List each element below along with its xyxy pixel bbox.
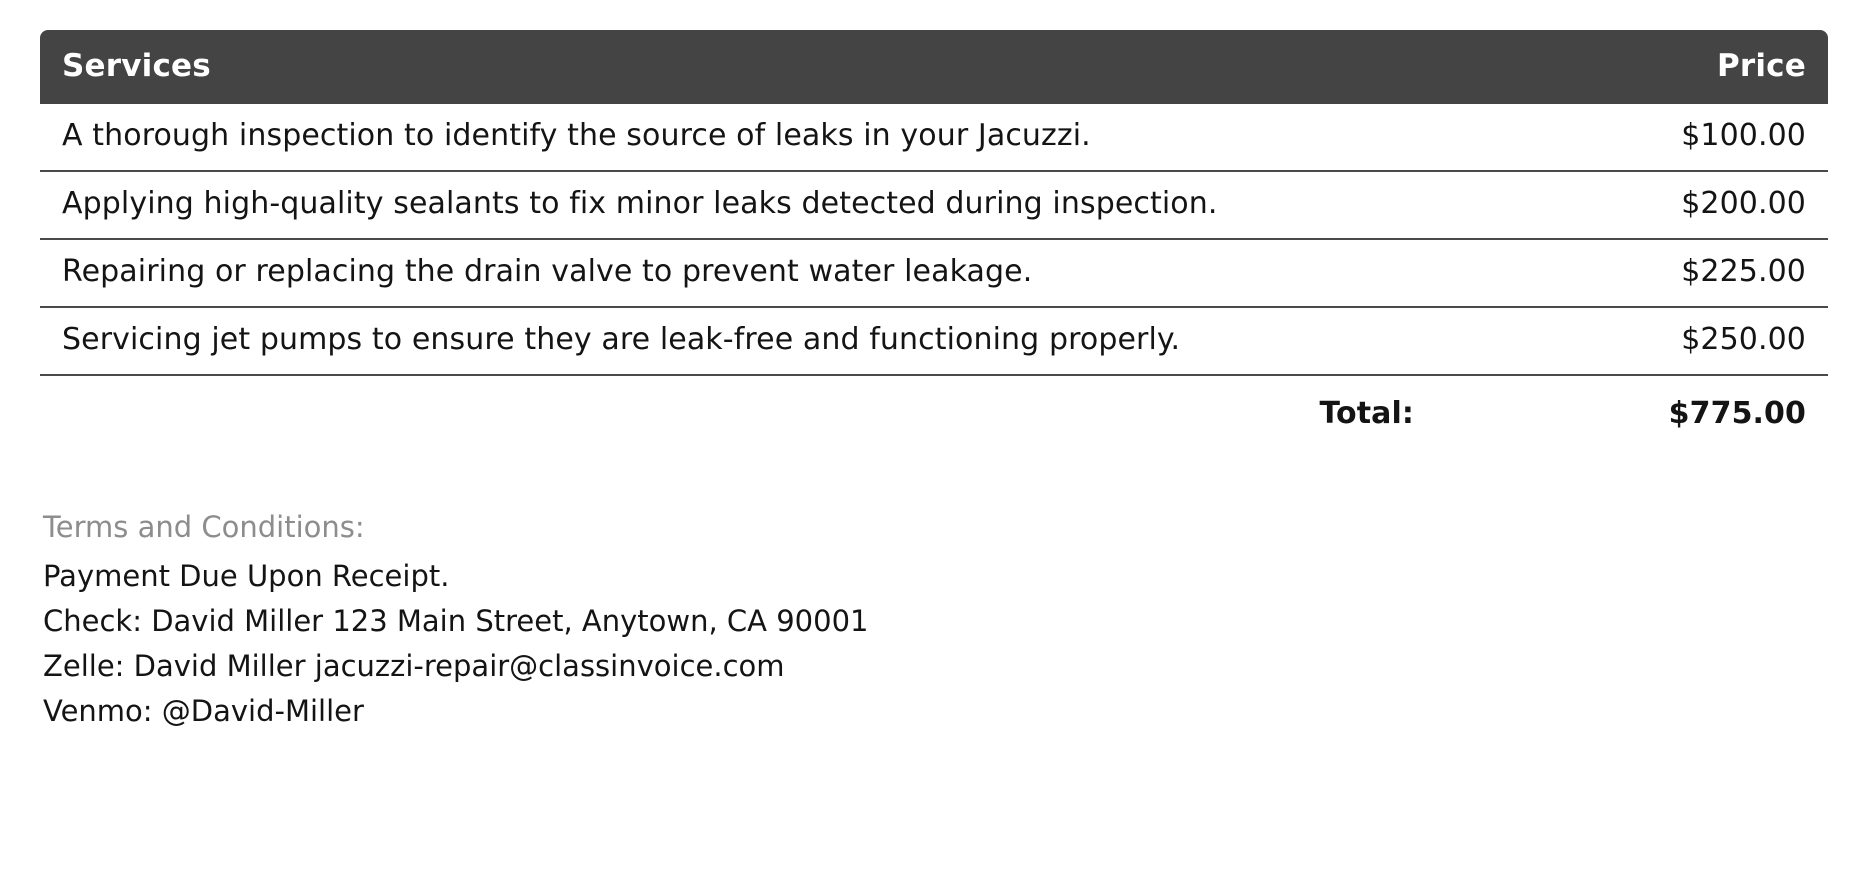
total-value: $775.00 — [1668, 396, 1806, 431]
column-header-price: Price — [1484, 30, 1828, 104]
service-description: Servicing jet pumps to ensure they are leak-free and functioning properly. — [40, 307, 1484, 375]
table-row — [40, 307, 1828, 375]
table-header — [40, 30, 1828, 104]
table-row — [40, 104, 1828, 171]
service-price: $225.00 — [1484, 239, 1828, 307]
terms-heading: Terms and Conditions: — [43, 510, 365, 544]
service-description: A thorough inspection to identify the source of leaks in your Jacuzzi. — [40, 104, 1484, 171]
terms-line-check: Check: David Miller 123 Main Street, Anytown, CA 90001 — [43, 603, 869, 638]
table-body — [40, 104, 1828, 448]
service-description: Applying high-quality sealants to fix minor leaks detected during inspection. — [40, 171, 1484, 239]
table-header-row — [40, 30, 1828, 104]
service-price: $200.00 — [1484, 171, 1828, 239]
services-price-table — [40, 30, 1828, 448]
terms-and-conditions-section — [40, 510, 1828, 734]
table-row — [40, 239, 1828, 307]
terms-line-venmo: Venmo: @David-Miller — [43, 693, 364, 728]
service-price: $250.00 — [1484, 307, 1828, 375]
terms-line-zelle: Zelle: David Miller jacuzzi-repair@classinvoice.com — [43, 648, 785, 683]
service-description: Repairing or replacing the drain valve to prevent water leakage. — [40, 239, 1484, 307]
terms-line-payment: Payment Due Upon Receipt. — [43, 559, 450, 593]
table-total-row — [40, 375, 1828, 448]
table-row — [40, 171, 1828, 239]
service-price: $100.00 — [1484, 104, 1828, 171]
column-header-services: Services — [40, 30, 1484, 104]
total-label: Total: — [1319, 396, 1414, 431]
